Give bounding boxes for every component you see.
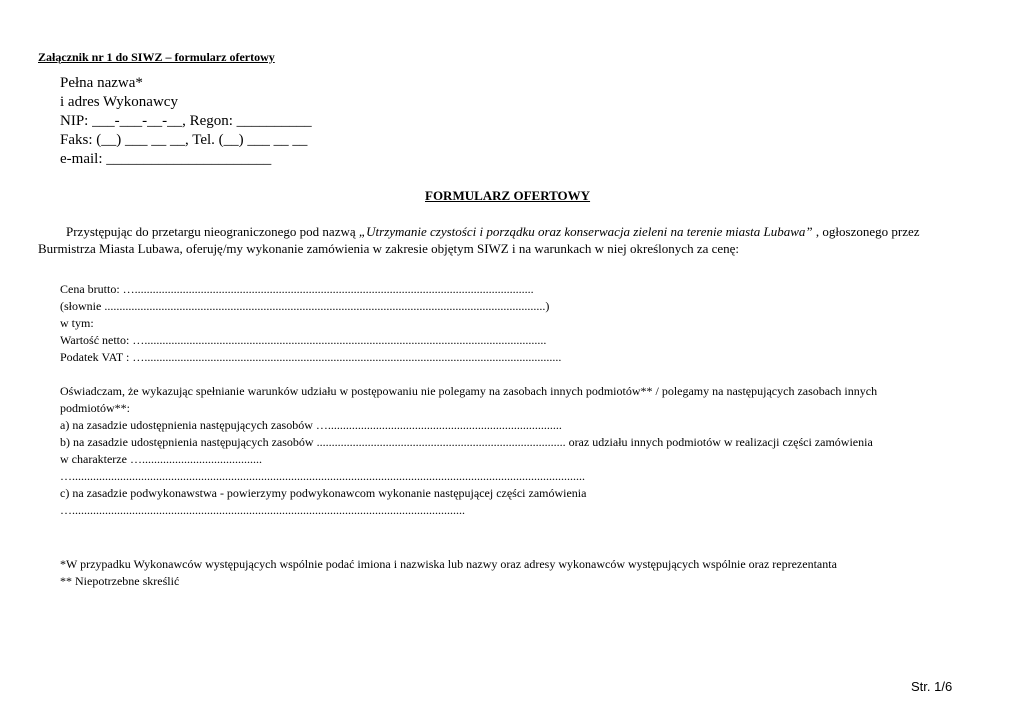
- intro-line-1: [66, 225, 920, 238]
- page-number: Str. 1/6: [911, 679, 953, 694]
- contractor-email: e-mail: ______________________: [60, 151, 272, 167]
- declaration-line-2: podmiotów**:: [60, 401, 131, 415]
- declaration-line-1: Oświadczam, że wykazując spełnianie warunków udziału w postępowaniu nie polegamy na zasobach innych podmiotów** / polegamy na następujących zasobach innych: [60, 384, 878, 398]
- intro-text-end: , ogłoszonego przez: [812, 224, 920, 239]
- price-vat: Podatek VAT : …...........................................................................................................................................: [60, 350, 562, 364]
- price-gross: Cena brutto: ….....................................................................................................................................: [60, 282, 534, 296]
- declaration-item-b: b) na zasadzie udostępnienia następujących zasobów ................................................................................... oraz udziału innych podmiotów w realizacji części zamówienia: [60, 435, 873, 449]
- intro-line-2: Burmistrza Miasta Lubawa, oferuję/my wykonanie zamówienia w zakresie objętym SIWZ i na warunkach w niej określonych za cenę:: [38, 241, 740, 256]
- declaration-item-c: c) na zasadzie podwykonawstwa - powierzymy podwykonawcom wykonanie następującej części zamówienia: [60, 486, 587, 500]
- declaration-item-c-dots: …...................................................................................................................................: [60, 503, 465, 517]
- intro-text-start: Przystępując do przetargu nieograniczonego pod nazwą: [66, 224, 359, 239]
- footnote-2: ** Niepotrzebne skreślić: [60, 574, 180, 588]
- footnote-1: *W przypadku Wykonawców występujących wspólnie podać imiona i nazwiska lub nazwy oraz adresy wykonawców występujących wspólnie oraz reprezentanta: [60, 557, 837, 571]
- attachment-title: Załącznik nr 1 do SIWZ – formularz ofertowy: [38, 50, 275, 64]
- price-net: Wartość netto: …......................................................................................................................................: [60, 333, 547, 347]
- declaration-item-a: a) na zasadzie udostępnienia następujących zasobów …..............................................................................: [60, 418, 562, 432]
- declaration-item-b-cont: w charakterze …........................................: [60, 452, 262, 466]
- contractor-address-label: i adres Wykonawcy: [60, 94, 178, 110]
- declaration-dots-line: …...........................................................................................................................................................................: [60, 469, 585, 483]
- contractor-nip-regon: NIP: ___-___-__-__, Regon: __________: [60, 113, 312, 129]
- contractor-fax-phone: Faks: (__) ___ __ __, Tel. (__) ___ __ __: [60, 132, 308, 148]
- price-including: w tym:: [60, 316, 94, 330]
- tender-name: „Utrzymanie czystości i porządku oraz konserwacja zieleni na terenie miasta Lubawa”: [358, 224, 813, 239]
- form-title: FORMULARZ OFERTOWY: [425, 188, 591, 203]
- price-words: (słownie ...................................................................................................................................................): [60, 299, 550, 313]
- contractor-name-label: Pełna nazwa*: [60, 75, 143, 91]
